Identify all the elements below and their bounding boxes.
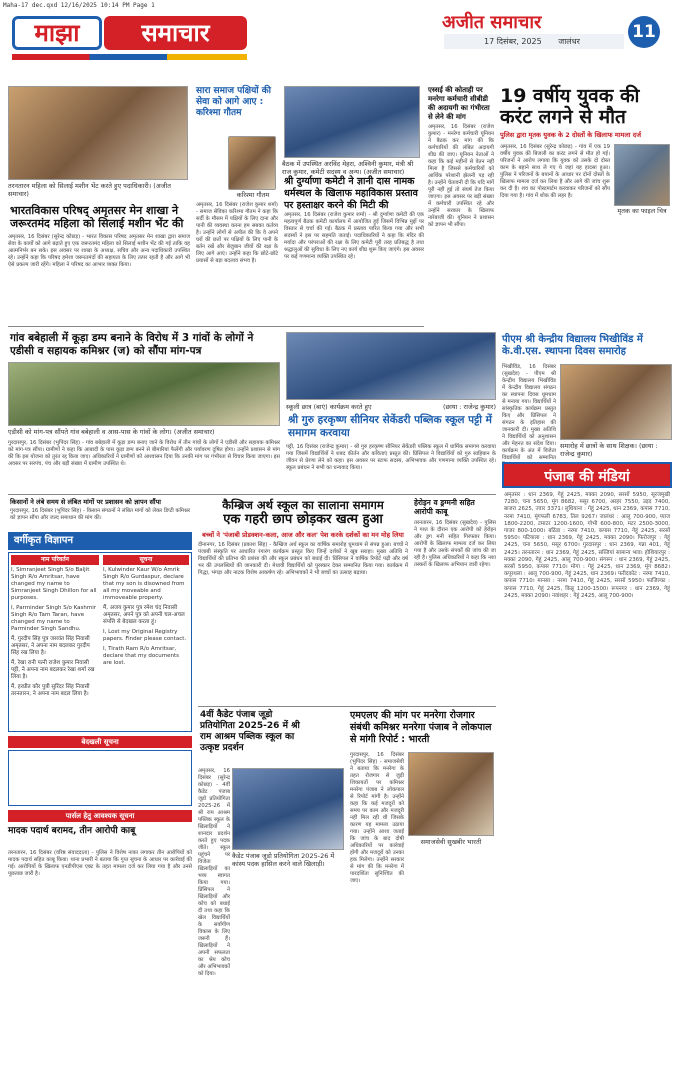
story-mnrega-right-body: अमृतसर, 16 दिसंबर (राजेश कुमार) - मनरेगा कर्मचारी यूनियन ने बैठक कर मांग की कि कर्मचारियों की लंबित अदायगी शीघ्र की जाए। यूनियन नेताओं ने कहा कि कई महीनों से वेतन नहीं मिला है जिससे कर्मचारियों को आर्थिक परेशानी झेलनी पड़ रही है। उन्होंने चेतावनी दी कि यदि मांगें पूरी नहीं हुई तो संघर्ष तेज किया जाएगा। इस अवसर पर बड़ी संख्या में कर्मचारी उपस्थित रहे और उन्होंने सरकार के खिलाफ नारेबाजी की। यूनियन ने प्रशासन को ज्ञापन भी सौंपा। — [428, 124, 494, 228]
brand-name: अजीत समाचार — [442, 12, 542, 33]
story-mnrega-bottom-headline: एमएलए की मांग पर मनरेगा रोजगार संबंधी कमिश्नर मनरेगा पंजाब ने लोकपाल से मांगी रिपोर्ट : भारती — [350, 710, 492, 745]
classified-col2 — [103, 567, 189, 729]
story-chhatra-headline: 4वीं कैडेट पंजाब जूडो प्रतियोगिता 2025-26 में श्री राम आश्रम पब्लिक स्कूल का उत्कृष्ट प्रदर्शन — [200, 710, 300, 753]
story-village-headline: गांव बबेहाली में कूड़ा डम्प बनाने के विरोध में 3 गांवों के लोगों ने एडीसी व सहायक कमिश्नर (ज) को सौंपा मांग-पत्र — [10, 332, 254, 357]
story-cambridge-strap: बच्चों ने 'पंजाबी प्रोडक्शन-कला, आज और कल' पेश करके दर्शकों का मन मोह लिया — [202, 531, 404, 539]
current-photo-caption: मृतक का फाइल चित्र — [617, 207, 667, 215]
story-school-event-headline: श्री गुरु हरकृष्ण सीनियर सेकेंडरी पब्लिक स्कूल पट्टी में समागम करवाया — [288, 414, 492, 439]
story-village-body: गुरदासपुर, 16 दिसंबर (भुपिंदर सिंह) - गांव बबेहाली में कूड़ा डम्प बनाए जाने के विरोध में तीन गांवों के लोगों ने एडीसी और सहायक कमिश्नर को मांग-पत्र सौंपा। ग्रामीणों ने कहा कि आबादी के पास कूड़ा डम्प बनने से बीमारियां फैलेंगी और पर्यावरण दूषित होगा। उन्होंने प्रशासन से मांग की कि इस योजना को तुरंत रद्द किया जाए। अधिकारियों ने ग्रामीणों को आश्वासन दिया कि उनकी मांग पर गंभीरता से विचार किया जाएगा। इस अवसर पर सरपंच, पंच और बड़ी संख्या में ग्रामीण उपस्थित थे। — [8, 440, 280, 467]
durgiana-photo-caption: बैठक में उपस्थित अरविंद मेहरा, अश्विनी कुमार, मंत्री श्री राज कुमार, कमेटी सदस्य व अन्य। (अजीत समाचार) — [282, 160, 414, 176]
masthead-samachar: समाचार — [104, 16, 247, 50]
story-durgiana-body: अमृतसर, 16 दिसंबर (राजेश कुमार शर्मा) - श्री दुर्ग्याणा कमेटी की एक महत्वपूर्ण बैठक कमेटी कार्यालय में आयोजित हुई जिसमें विभिन्न मुद्दों पर विस्तार से चर्चा की गई। बैठक में प्रस्ताव पारित किया गया और सभी सदस्यों ने इस पर सहमति जताई। पदाधिकारियों ने कहा कि मंदिर की मर्यादा और परंपराओं की रक्षा के लिए कमेटी पूरी तरह प्रतिबद्ध है तथा श्रद्धालुओं की सुविधा के लिए नए कार्य शीघ्र शुरू किए जाएंगे। इस अवसर पर कई गणमान्य व्यक्ति उपस्थित रहे। — [284, 212, 424, 260]
classified-title: वर्गीकृत विज्ञापन — [8, 532, 192, 550]
story-mnrega-right-headline: एस्सई की कोताही पर मनरेगा कर्मचारी सीबीडी की अदायगी का गंभीरता से लेने की मांग — [428, 86, 490, 121]
date-bar — [444, 34, 624, 49]
story-durgiana-headline: श्री दुर्ग्याणा कमेटी ने ज्ञानी दास नामक धर्मस्थल के खिलाफ महाविकास प्रस्ताव पर हस्ताक्षर करने की मिटी की — [284, 176, 418, 211]
classified-entry: मैं, रेखा रानी पत्नी राजेश कुमार निवासी पट्टी, ने अपना नाम बदलकर रेखा शर्मा रख लिया है। — [11, 660, 95, 680]
story-current-subhead: पुलिस द्वारा मृतक युवक के 2 दोस्तों के खिलाफ मामला दर्ज — [500, 131, 642, 139]
school-event-caption-right: (छाया : राजेन्द्र कुमार) — [443, 403, 496, 411]
classified-entry: I, Simranjeet Singh S/o Baljit Singh R/o Amritsar, have changed my name to Simranjeet Singh Dhillon for all purposes. — [11, 567, 97, 601]
story-current-body: अमृतसर, 16 दिसंबर (सुरेन्द्र कोछड़) - गांव में एक 19 वर्षीय युवक की बिजली का करंट लगने से मौत हो गई। परिजनों ने आरोप लगाया कि युवक को उसके दो दोस्त काम के बहाने साथ ले गए थे जहां यह हादसा हुआ। पुलिस ने परिजनों के बयानों के आधार पर दोनों दोस्तों के खिलाफ मामला दर्ज कर लिया है और आगे की जांच शुरू कर दी है। शव का पोस्टमार्टम करवाकर परिजनों को सौंप दिया गया है। गांव में शोक की लहर है। — [500, 144, 610, 199]
village-photo-caption: एडीसी को मांग-पत्र सौंपते गांव बबेहाली व आस-पास के गांवों के लोग। (अजीत समाचार) — [8, 428, 215, 436]
classified-entry: मैं, हरप्रीत कौर पुत्री सुरिंदर सिंह निवासी तरनतारन, ने अपना नाम बदल लिया है। — [11, 684, 90, 697]
pmshri-photo — [560, 364, 672, 440]
classified-entry: I, Parminder Singh S/o Kashmir Singh R/o Tarn Taran, have changed my name to Parminder Singh Sandhu. — [11, 605, 97, 632]
story-karishma-body: अमृतसर, 16 दिसंबर (राजेश कुमार शर्मा) - समाज सेविका करिश्मा गौतम ने कहा कि सर्दी के मौसम में पक्षियों के लिए दाना और पानी की व्यवस्था करना हम सबका कर्तव्य है। उन्होंने लोगों से अपील की कि वे अपने घरों की छतों पर पक्षियों के लिए पानी के बर्तन रखें और बेजुबान जीवों की रक्षा के लिए आगे आएं। उन्होंने कहा कि छोटे-छोटे प्रयासों से बड़ा बदलाव संभव है। — [196, 202, 278, 264]
story-chhatra-body: अमृतसर, 16 दिसंबर (सुरेन्द्र कोछड़) - 4वीं कैडेट पंजाब जूडो प्रतियोगिता 2025-26 में श्री राम आश्रम पब्लिक स्कूल के खिलाड़ियों ने शानदार प्रदर्शन करते हुए पदक जीते। स्कूल पहुंचने पर विजेता खिलाड़ियों का भव्य स्वागत किया गया। प्रिंसिपल ने खिलाड़ियों और कोच को बधाई दी तथा कहा कि खेल विद्यार्थियों के सर्वांगीण विकास के लिए जरूरी हैं। खिलाड़ियों ने अपनी सफलता का श्रेय कोच और अभिभावकों को दिया। — [198, 768, 230, 977]
classified-col1 — [11, 567, 99, 729]
story-kisaan-body: गुरदासपुर, 16 दिसंबर (भुपिंदर सिंह) - किसान संगठनों ने लंबित मांगों को लेकर डिप्टी कमिश्नर को ज्ञापन सौंपा और जल्द समाधान की मांग की। — [10, 508, 190, 521]
story-karishma-headline: सारा समाज पक्षियों की सेवा को आगे आए : करिश्मा गौतम — [196, 86, 271, 118]
classified-entry: मैं, अजय कुमार पुत्र रमेश चंद निवासी अमृतसर, अपने पुत्र को अपनी चल-अचल संपत्ति से बेदखल करता हूं। — [103, 605, 185, 625]
story-heroin-body: तरनतारन, 16 दिसंबर (सुखदेव) - पुलिस ने गश्त के दौरान एक आरोपी को हेरोइन और ड्रग मनी सहित गिरफ्तार किया। आरोपी के खिलाफ मामला दर्ज कर लिया गया है और उसके संपर्कों की जांच की जा रही है। पुलिस अधिकारियों ने कहा कि नशा तस्करों के खिलाफ अभियान जारी रहेगा। — [414, 520, 496, 568]
mnrega-bottom-photo — [408, 752, 494, 836]
story-kisaan-headline: किसानों ने लंबे समय से लंबित मांगों पर प्रशासन को ज्ञापन सौंपा — [10, 498, 161, 506]
classified-entry: मैं, गुरदीप सिंह पुत्र जसवंत सिंह निवासी अमृतसर, ने अपना नाम बदलकर गुरदीप सिंह रख लिया है। — [11, 636, 90, 656]
durgiana-photo — [284, 86, 420, 158]
karishma-photo — [228, 136, 276, 190]
classified-entry: I, Lost my Original Registry papers. Finder please contact. — [103, 629, 187, 642]
village-photo — [8, 362, 280, 426]
chhatra-photo — [232, 768, 344, 850]
lead-photo-caption: तरनतारन महिला को सिलाई मशीन भेंट करते हुए पदाधिकारी। (अजीत समाचार) — [8, 182, 171, 198]
story-heroin-headline: हेरोइन व ड्रग्मनी सहित आरोपी काबू — [414, 498, 475, 516]
pmshri-photo-caption: समारोह में छात्रों के साथ शिक्षक। (छाया : राजेन्द्र कुमार) — [560, 442, 658, 458]
classified-entry: I, Kulwinder Kaur W/o Amrik Singh R/o Gurdaspur, declare that my son is disowned from all my moveable and immoveable property. — [103, 567, 185, 601]
story-drugs-headline: मादक पदार्थ बरामद, तीन आरोपी काबू — [8, 826, 136, 836]
story-pmshri-body: भिखीविंड, 16 दिसंबर (सुखदेव) - पीएम श्री केन्द्रीय विद्यालय भिखीविंड में केन्द्रीय विद्यालय संगठन का स्थापना दिवस धूमधाम से मनाया गया। विद्यार्थियों ने सांस्कृतिक कार्यक्रम प्रस्तुत किए और प्रिंसिपल ने संगठन के इतिहास की जानकारी दी। मुख्य अतिथि ने विद्यार्थियों को अनुशासन और मेहनत का संदेश दिया। कार्यक्रम के अंत में विजेता विद्यार्थियों को सम्मानित — [502, 364, 556, 461]
divider — [8, 494, 496, 495]
story-pmshri-headline: पीएम श्री केन्द्रीय विद्यालय भिखीविंड में के.वी.एस. स्थापना दिवस समारोह — [502, 334, 643, 357]
school-event-caption-left: स्कूली छात्र (बाएं) कार्यक्रम करते हुए — [286, 403, 372, 411]
chhatra-photo-caption: कैडेट पंजाब जूडो प्रतियोगिता 2025-26 में कांस्य पदक हासिल करने वाले खिलाड़ी। — [232, 852, 335, 868]
story-bharat-vikas-headline: भारतविकास परिषद् अमृतसर मेन शाखा ने जरूरतमंद महिला को सिलाई मशीन भेंट की — [10, 204, 184, 230]
issue-date: 17 दिसंबर, 2025 — [484, 37, 542, 46]
current-victim-photo — [614, 144, 670, 206]
masthead-majha: माझा — [12, 16, 102, 50]
classified-box — [8, 552, 192, 732]
story-drugs-body: तरनतारन, 16 दिसंबर (वरिष्ठ संवाददाता) - पुलिस ने विशेष नाका लगाकर तीन आरोपियों को मादक पदार्थ सहित काबू किया। थाना प्रभारी ने बताया कि गुप्त सूचना के आधार पर कार्रवाई की गई। आरोपियों के खिलाफ एनडीपीएस एक्ट के तहत मामला दर्ज कर लिया गया है और उनसे पूछताछ जारी है। — [8, 850, 192, 877]
story-cambridge-headline-main: एक गहरी छाप छोड़कर खत्म हुआ — [223, 512, 383, 527]
divider — [198, 706, 496, 707]
classified-notice-box — [8, 750, 192, 806]
classified-entry: I, Tirath Ram R/o Amritsar, declare that my documents are lost. — [103, 646, 179, 666]
story-cambridge-body: दीनानगर, 16 दिसंबर (प्रकाश सिंह) - कैम्ब्रिज अर्थ स्कूल का वार्षिक समारोह धूमधाम से संपन्न हुआ। बच्चों ने पंजाबी संस्कृति पर आधारित रंगारंग कार्यक्रम प्रस्तुत किए जिन्हें दर्शकों ने खूब सराहा। मुख्य अतिथि ने विद्यार्थियों की प्रतिभा की प्रशंसा की और स्कूल प्रबंधन को बधाई दी। प्रिंसिपल ने वार्षिक रिपोर्ट पढ़ी और वर्ष भर की उपलब्धियों की जानकारी दी। मेधावी विद्यार्थियों को पुरस्कार देकर सम्मानित किया गया। कार्यक्रम में गिद्धा, भंगड़ा और नाटक विशेष आकर्षण रहे। अभिभावकों ने भी बच्चों का उत्साह बढ़ाया। — [198, 542, 408, 576]
lead-photo — [8, 86, 188, 180]
page-number: 11 — [628, 16, 660, 48]
story-current-headline: 19 वर्षीय युवक की करंट लगने से मौत — [500, 85, 640, 128]
school-event-photo — [286, 332, 496, 400]
story-bharat-vikas-body: अमृतसर, 16 दिसंबर (सुरेन्द्र कोछड़) - भारत विकास परिषद अमृतसर मेन शाखा द्वारा समाज सेवा के कार्यों को आगे बढ़ाते हुए एक जरूरतमंद महिला को सिलाई मशीन भेंट की गई ताकि वह आत्मनिर्भर बन सके। इस अवसर पर शाखा के अध्यक्ष, सचिव और अन्य पदाधिकारी उपस्थित रहे। उन्होंने कहा कि परिषद हमेशा जरूरतमंदों की सहायता के लिए तत्पर रहती है और आगे भी ऐसे प्रकल्प जारी रहेंगे। महिला ने परिषद का आभार व्यक्त किया। — [8, 234, 190, 268]
classified-col2-head: सूचना — [103, 555, 189, 565]
classified-courier-head: पार्सल हेतु आवश्यक सूचना — [8, 810, 192, 822]
mnrega-bottom-photo-caption: समाजसेवी सुखबीर भारती — [420, 838, 482, 846]
story-mnrega-bottom-body: गुरदासपुर, 16 दिसंबर (भुपिंदर सिंह) - समाजसेवी ने बताया कि मनरेगा के तहत रोजगार से जुड़ी शिकायतों पर कमिश्नर मनरेगा पंजाब ने लोकपाल से रिपोर्ट मांगी है। उन्होंने कहा कि कई मजदूरों को समय पर काम और मजदूरी नहीं मिल रही थी जिसके कारण यह मामला उठाया गया। उन्होंने आशा जताई कि जांच के बाद दोषी अधिकारियों पर कार्रवाई होगी और मजदूरों को उनका हक मिलेगा। उन्होंने सरकार से मांग की कि मनरेगा में पारदर्शिता सुनिश्चित की जाए। — [350, 752, 404, 884]
issue-city: जालंधर — [558, 37, 580, 46]
karishma-photo-caption: करिश्मा गौतम — [236, 191, 270, 199]
story-cambridge-headline-top: कैम्ब्रिज अर्थ स्कूल का सालाना समागम — [222, 498, 384, 512]
mandi-title: पंजाब की मंडियां — [502, 462, 672, 488]
divider — [8, 326, 424, 327]
story-school-event-body: पट्टी, 16 दिसंबर (राजेन्द्र कुमार) - श्री गुरु हरकृष्ण सीनियर सेकेंडरी पब्लिक स्कूल में धार्मिक समागम करवाया गया जिसमें विद्यार्थियों ने शबद कीर्तन और कविताएं प्रस्तुत कीं। प्रिंसिपल ने विद्यार्थियों को गुरु साहिबान के जीवन से प्रेरणा लेने को कहा। इस अवसर पर स्टाफ सदस्य, अभिभावक और गणमान्य व्यक्ति उपस्थित रहे। स्कूल प्रबंधन ने सभी का धन्यवाद किया। — [286, 444, 496, 471]
mandi-body: अमृतसर : धान 2369, गेहूं 2425, मक्का 2090, सरसों 5950, सूरजमुखी 7280, चना 5650, मूंग 8682, मसूर 6700, अरहर 7550, उड़द 7400, बाजरा 2625, ज्वार 3371। लुधियाना : गेहूं 2425, धान 2369, कपास 7710, नरमा 7410, मूंगफली 6783, तिल 9267। जालंधर : आलू 700-900, प्याज 1800-2200, टमाटर 1200-1600, गोभी 600-800, मटर 2500-3000, गाजर 800-1000। बठिंडा : नरमा 7410, कपास 7710, गेहूं 2425, सरसों 5950। पटियाला : धान 2369, गेहूं 2425, मक्का 2090। फिरोजपुर : गेहूं 2425, चना 5650, मसूर 6700। गुरदासपुर : धान 2369, गन्ना 401, गेहूं 2425। तरनतारन : धान 2369, गेहूं 2425, सब्जियां सामान्य भाव। होशियारपुर : मक्का 2090, गेहूं 2425, आलू 700-900। संगरूर : धान 2369, गेहूं 2425, सरसों 5950, कपास 7710। मोगा : गेहूं 2425, धान 2369, मूंग 8682। कपूरथला : आलू 700-900, गेहूं 2425, धान 2369। फरीदकोट : नरमा 7410, कपास 7710। मानसा : नरमा 7410, गेहूं 2425, सरसों 5950। फाजिल्का : कपास 7710, गेहूं 2425, किन्नू 1200-1500। रूपनगर : धान 2369, गेहूं 2425, मक्का 2090। नवांशहर : गेहूं 2425, आलू 700-900। — [504, 492, 670, 599]
classified-col1-head: नाम परिवर्तन — [11, 555, 99, 565]
masthead-stripe — [12, 54, 247, 60]
masthead — [12, 16, 247, 66]
classified-notice-head: बेदखली सूचना — [8, 736, 192, 748]
print-slug: Maha-17 dec.qxd 12/16/2025 10:14 PM Page 1 — [3, 2, 155, 9]
